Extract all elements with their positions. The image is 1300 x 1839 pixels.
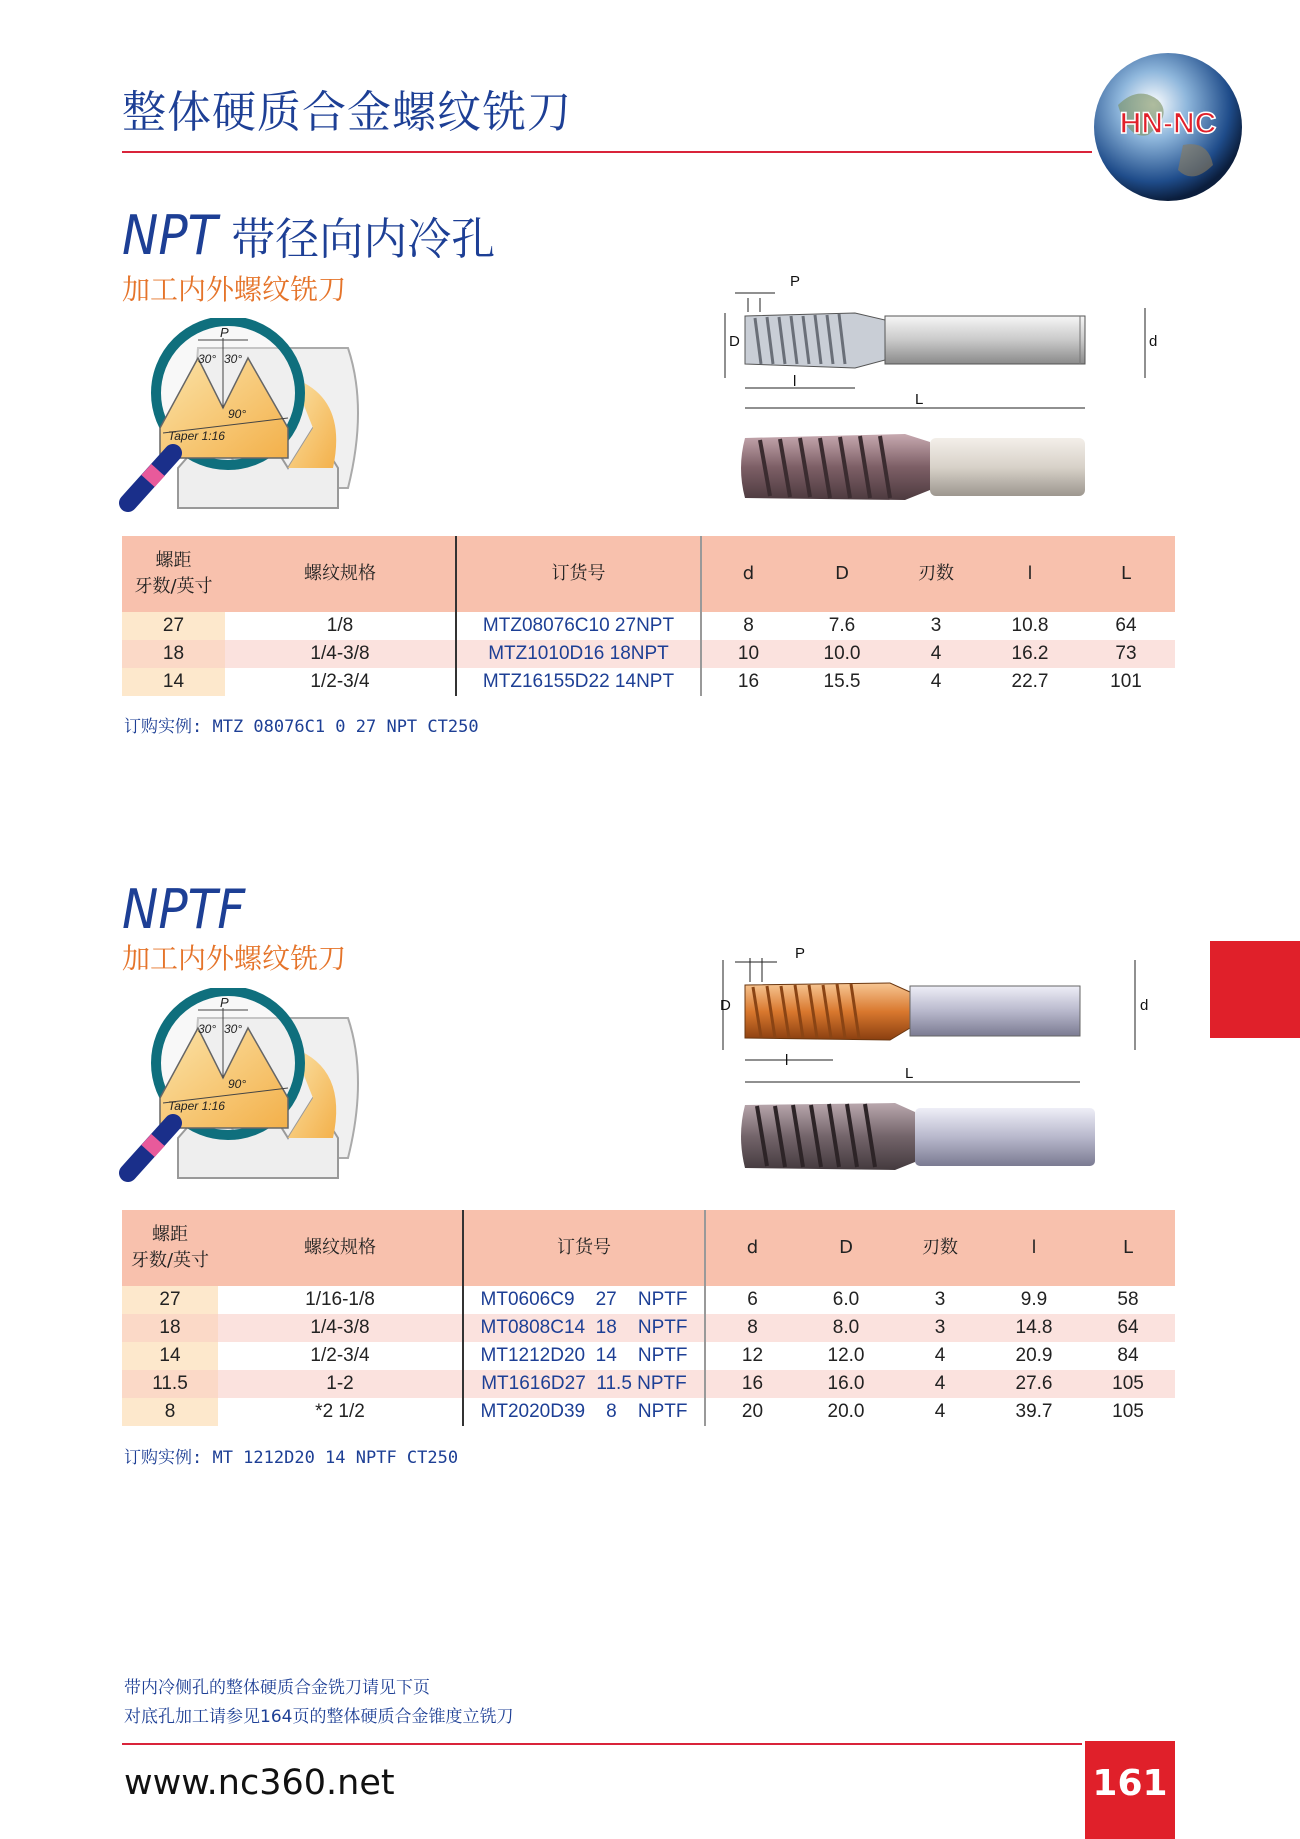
cell-order-number: MT0808C14 18 NPTF — [463, 1314, 705, 1342]
cell-d: 8 — [743, 615, 754, 636]
cell-spec: 1/2-3/4 — [218, 1342, 463, 1370]
nptf-code: NPTF — [122, 878, 246, 941]
cell-order-number: MT1616D27 11.5 NPTF — [463, 1370, 705, 1398]
cell-flutes: 4 — [893, 1370, 987, 1398]
cell-pitch: 18 — [122, 640, 225, 668]
svg-text:D: D — [720, 997, 731, 1014]
npt-spec-table — [122, 536, 1175, 696]
col-l-header: l — [983, 536, 1077, 612]
npt-code: NPT — [122, 204, 218, 267]
col-pitch-header: 螺距 牙数/英寸 — [122, 1210, 218, 1286]
table-row — [122, 668, 1175, 696]
cell-spec: 1-2 — [218, 1370, 463, 1398]
cell-flutes: 3 — [930, 615, 942, 636]
svg-text:L: L — [905, 1065, 914, 1082]
title-divider — [122, 151, 1092, 153]
cell-flutes: 4 — [889, 640, 983, 668]
cell-pitch: 8 — [122, 1398, 218, 1426]
cell-spec: 1/4-3/8 — [225, 640, 456, 668]
npt-heading — [122, 203, 495, 267]
col-l-header: l — [987, 1210, 1081, 1286]
svg-text:d: d — [1140, 997, 1149, 1014]
footer-divider — [122, 1743, 1082, 1745]
col-D-header: D — [795, 536, 889, 612]
svg-text:30°: 30° — [224, 1022, 243, 1036]
cell-L: 84 — [1117, 1345, 1139, 1366]
cell-d: 12 — [741, 1345, 764, 1366]
col-d-header: d — [705, 1210, 799, 1286]
svg-text:L: L — [915, 391, 924, 408]
cell-l: 39.7 — [1015, 1401, 1053, 1422]
table-row — [122, 1314, 1175, 1342]
npt-order-example: 订购实例: MTZ 08076C1 0 27 NPT CT250 — [124, 717, 479, 737]
cell-l: 16.2 — [983, 640, 1077, 668]
cell-flutes: 3 — [893, 1314, 987, 1342]
cell-D: 20.0 — [827, 1401, 865, 1422]
cell-D: 6.0 — [832, 1289, 860, 1310]
table-row — [122, 1286, 1175, 1314]
nptf-order-example: 订购实例: MT 1212D20 14 NPTF CT250 — [124, 1448, 459, 1468]
npt-thread-diagram — [118, 318, 368, 518]
col-order-header: 订货号 — [456, 536, 701, 612]
table-row — [122, 1370, 1175, 1398]
nptf-spec-table — [122, 1210, 1175, 1426]
table-row — [122, 1398, 1175, 1426]
cell-D: 7.6 — [828, 615, 856, 636]
table-header-row — [122, 536, 1175, 612]
col-pitch-header: 螺距 牙数/英寸 — [122, 536, 225, 612]
cell-order-number: MT0606C9 27 NPTF — [463, 1286, 705, 1314]
cell-order-number: MT1212D20 14 NPTF — [463, 1342, 705, 1370]
table-row — [122, 612, 1175, 640]
col-d-header: d — [701, 536, 795, 612]
cell-L: 101 — [1110, 671, 1142, 692]
cell-D: 12.0 — [827, 1345, 865, 1366]
nptf-tool-drawing — [715, 940, 1175, 1180]
cell-D: 16.0 — [799, 1370, 893, 1398]
cell-order-number: MTZ1010D16 18NPT — [456, 640, 701, 668]
table-header-row — [122, 1210, 1175, 1286]
cell-l: 27.6 — [987, 1370, 1081, 1398]
svg-text:Taper 1:16: Taper 1:16 — [168, 1099, 225, 1113]
svg-text:P: P — [220, 325, 229, 340]
cell-l: 14.8 — [987, 1314, 1081, 1342]
col-L-header: L — [1077, 536, 1175, 612]
page-number: 161 — [1085, 1741, 1175, 1839]
cell-L: 73 — [1077, 640, 1175, 668]
col-flutes-header: 刃数 — [893, 1210, 987, 1286]
cell-d: 16 — [737, 671, 760, 692]
svg-text:P: P — [795, 945, 806, 962]
note-line-2: 对底孔加工请参见164页的整体硬质合金锥度立铣刀 — [124, 1707, 514, 1727]
note-line-1: 带内冷侧孔的整体硬质合金铣刀请见下页 — [124, 1678, 430, 1698]
col-order-header: 订货号 — [463, 1210, 705, 1286]
cell-L: 64 — [1115, 615, 1137, 636]
page-title: 整体硬质合金螺纹铣刀 — [122, 87, 572, 138]
col-L-header: L — [1081, 1210, 1175, 1286]
cell-pitch: 14 — [122, 668, 225, 696]
table-row — [122, 1342, 1175, 1370]
cell-order-number: MTZ08076C10 27NPT — [456, 612, 701, 640]
svg-text:90°: 90° — [228, 407, 247, 421]
cell-flutes: 3 — [934, 1289, 946, 1310]
cell-L: 105 — [1081, 1370, 1175, 1398]
cell-order-number: MT2020D39 8 NPTF — [463, 1398, 705, 1426]
svg-text:P: P — [790, 273, 801, 290]
cell-L: 58 — [1117, 1289, 1139, 1310]
svg-text:90°: 90° — [228, 1077, 247, 1091]
cell-pitch: 27 — [122, 612, 225, 640]
cell-flutes: 4 — [934, 1345, 946, 1366]
svg-text:P: P — [220, 995, 229, 1010]
cell-d: 20 — [741, 1401, 764, 1422]
cell-flutes: 4 — [930, 671, 942, 692]
col-spec-header: 螺纹规格 — [225, 536, 456, 612]
website-url[interactable]: www.nc360.net — [124, 1763, 395, 1803]
cell-l: 9.9 — [1020, 1289, 1048, 1310]
globe-logo — [1088, 45, 1248, 205]
svg-text:Taper 1:16: Taper 1:16 — [168, 429, 225, 443]
col-flutes-header: 刃数 — [889, 536, 983, 612]
table-row — [122, 640, 1175, 668]
svg-text:30°: 30° — [198, 352, 217, 366]
cell-d: 8 — [705, 1314, 799, 1342]
svg-text:30°: 30° — [224, 352, 243, 366]
nptf-heading — [122, 878, 245, 941]
cell-pitch: 18 — [122, 1314, 218, 1342]
cell-l: 20.9 — [1015, 1345, 1053, 1366]
cell-l: 10.8 — [1011, 615, 1049, 636]
npt-caption: 加工内外螺纹铣刀 — [122, 273, 347, 306]
npt-tool-drawing — [715, 268, 1175, 508]
cell-l: 22.7 — [1011, 671, 1049, 692]
nptf-thread-diagram — [118, 988, 368, 1188]
svg-text:l: l — [785, 1052, 789, 1069]
cell-L: 105 — [1112, 1401, 1144, 1422]
cell-D: 15.5 — [823, 671, 861, 692]
cell-D: 8.0 — [799, 1314, 893, 1342]
cell-d: 6 — [747, 1289, 758, 1310]
nptf-caption: 加工内外螺纹铣刀 — [122, 942, 347, 975]
logo-text: HN-NC — [1119, 107, 1217, 140]
svg-text:D: D — [729, 333, 740, 350]
cell-d: 10 — [701, 640, 795, 668]
cell-pitch: 27 — [122, 1286, 218, 1314]
cell-L: 64 — [1081, 1314, 1175, 1342]
section-tab-marker — [1210, 941, 1300, 1038]
col-spec-header: 螺纹规格 — [218, 1210, 463, 1286]
cell-spec: 1/4-3/8 — [218, 1314, 463, 1342]
cell-spec: *2 1/2 — [218, 1398, 463, 1426]
svg-text:30°: 30° — [198, 1022, 217, 1036]
svg-text:l: l — [793, 373, 797, 390]
cell-order-number: MTZ16155D22 14NPT — [456, 668, 701, 696]
cell-pitch: 14 — [122, 1342, 218, 1370]
cell-spec: 1/16-1/8 — [218, 1286, 463, 1314]
cell-D: 10.0 — [795, 640, 889, 668]
cell-pitch: 11.5 — [122, 1370, 218, 1398]
svg-text:d: d — [1149, 333, 1158, 350]
cell-d: 16 — [705, 1370, 799, 1398]
npt-subtitle: 带径向内冷孔 — [231, 214, 496, 265]
cell-spec: 1/2-3/4 — [225, 668, 456, 696]
cell-flutes: 4 — [934, 1401, 946, 1422]
cell-spec: 1/8 — [225, 612, 456, 640]
col-D-header: D — [799, 1210, 893, 1286]
